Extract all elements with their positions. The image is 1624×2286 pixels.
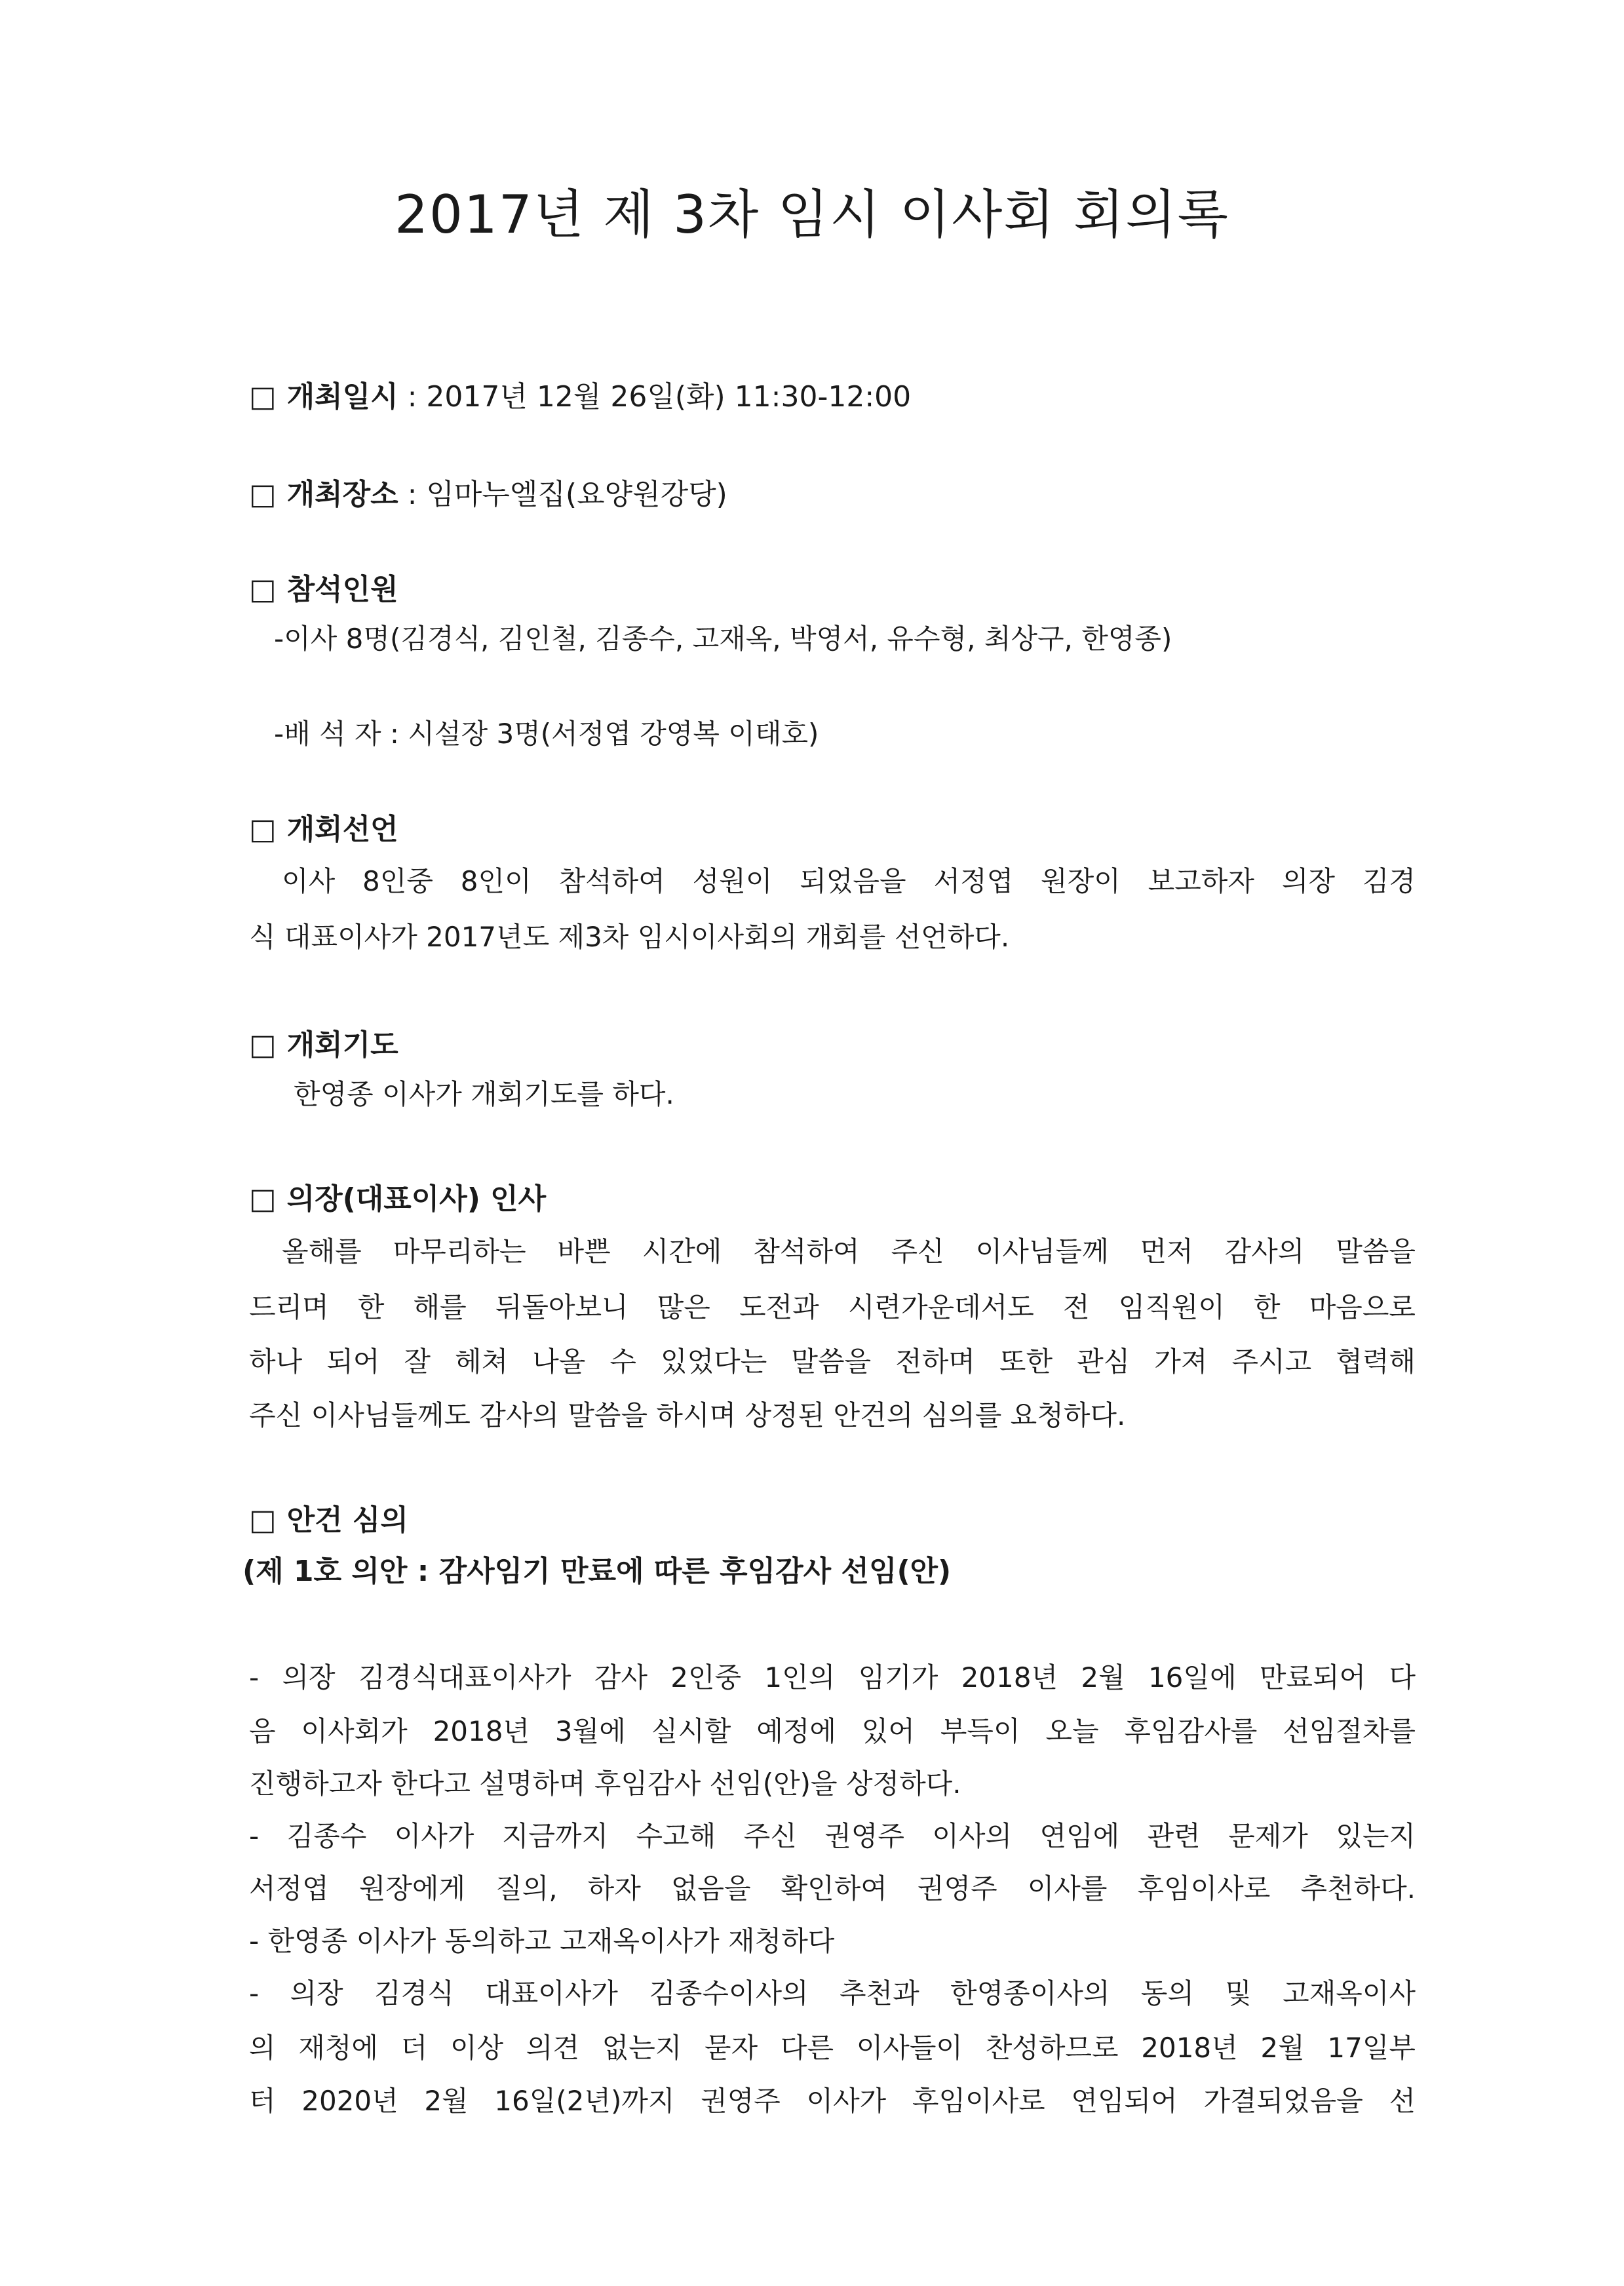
attendees-directors: -이사 8명(김경식, 김인철, 김종수, 고재옥, 박영서, 유수형, 최상구, 한영종) bbox=[274, 623, 1172, 655]
checkbox-icon: □ bbox=[249, 1028, 277, 1062]
attendees-label: 참석인원 bbox=[286, 573, 398, 606]
checkbox-icon: □ bbox=[249, 1503, 277, 1537]
meeting-date-label: 개최일시 bbox=[286, 380, 398, 414]
attendees-observers: -배 석 자 : 시설장 3명(서정엽 강영복 이태호) bbox=[274, 718, 819, 750]
agenda-line: - 의장 김경식대표이사가 감사 2인중 1인의 임기가 2018년 2월 16일에 만료되어 다 bbox=[249, 1661, 1416, 1694]
greeting-label: 의장(대표이사) 인사 bbox=[286, 1182, 547, 1216]
meeting-date-value: 2017년 12월 26일(화) 11:30-12:00 bbox=[426, 380, 912, 414]
agenda-line: - 한영종 이사가 동의하고 고재옥이사가 재청하다 bbox=[249, 1925, 835, 1957]
meeting-place-sep: : bbox=[398, 478, 427, 511]
greeting-heading bbox=[249, 1180, 546, 1219]
prayer-line: 한영종 이사가 개회기도를 하다. bbox=[294, 1078, 674, 1110]
document-title: 2017년 제 3차 임시 이사회 회의록 bbox=[395, 184, 1229, 245]
meeting-date-sep: : bbox=[398, 380, 427, 414]
checkbox-icon: □ bbox=[249, 1182, 277, 1216]
opening-label: 개회선언 bbox=[286, 813, 398, 846]
prayer-label: 개회기도 bbox=[286, 1028, 398, 1062]
meeting-place-label: 개최장소 bbox=[286, 478, 398, 511]
greeting-line: 드리며 한 해를 뒤돌아보니 많은 도전과 시련가운데서도 전 임직원이 한 마음으로 bbox=[249, 1291, 1416, 1323]
agenda-line: 의 재청에 더 이상 의견 없는지 묻자 다른 이사들이 찬성하므로 2018년 2월 17일부 bbox=[249, 2032, 1416, 2064]
agenda-line: 터 2020년 2월 16일(2년)까지 권영주 이사가 후임이사로 연임되어 가결되었음을 선 bbox=[249, 2085, 1416, 2117]
agenda-heading bbox=[249, 1501, 408, 1540]
checkbox-icon: □ bbox=[249, 813, 277, 846]
meeting-date-row bbox=[249, 378, 911, 417]
checkbox-icon: □ bbox=[249, 380, 277, 414]
checkbox-icon: □ bbox=[249, 478, 277, 511]
agenda-label: 안건 심의 bbox=[286, 1503, 408, 1537]
agenda-line: - 의장 김경식 대표이사가 김종수이사의 추천과 한영종이사의 동의 및 고재옥이사 bbox=[249, 1977, 1416, 2009]
agenda-line: 음 이사회가 2018년 3월에 실시할 예정에 있어 부득이 오늘 후임감사를 선임절차를 bbox=[249, 1715, 1416, 1747]
opening-line: 이사 8인중 8인이 참석하여 성원이 되었음을 서정엽 원장이 보고하자 의장 김경 bbox=[282, 865, 1416, 897]
agenda-line: 진행하고자 한다고 설명하며 후임감사 선임(안)을 상정하다. bbox=[249, 1768, 961, 1800]
greeting-line: 올해를 마무리하는 바쁜 시간에 참석하여 주신 이사님들께 먼저 감사의 말씀을 bbox=[282, 1235, 1416, 1268]
attendees-heading bbox=[249, 570, 398, 610]
meeting-place-value: 임마누엘집(요양원강당) bbox=[426, 478, 727, 511]
greeting-line: 하나 되어 잘 헤쳐 나올 수 있었다는 말씀을 전하며 또한 관심 가져 주시고 협력해 bbox=[249, 1346, 1416, 1378]
agenda-line: 서정엽 원장에게 질의, 하자 없음을 확인하여 권영주 이사를 후임이사로 추천하다. bbox=[249, 1872, 1416, 1905]
meeting-place-row bbox=[249, 475, 727, 514]
opening-heading bbox=[249, 810, 398, 849]
opening-line: 식 대표이사가 2017년도 제3차 임시이사회의 개회를 선언하다. bbox=[249, 921, 1010, 953]
prayer-heading bbox=[249, 1026, 398, 1065]
agenda-item-title: (제 1호 의안 : 감사임기 만료에 따른 후임감사 선임(안) bbox=[242, 1555, 952, 1588]
agenda-line: - 김종수 이사가 지금까지 수고해 주신 권영주 이사의 연임에 관련 문제가 있는지 bbox=[249, 1820, 1416, 1852]
greeting-line: 주신 이사님들께도 감사의 말씀을 하시며 상정된 안건의 심의를 요청하다. bbox=[249, 1399, 1126, 1431]
checkbox-icon: □ bbox=[249, 573, 277, 606]
